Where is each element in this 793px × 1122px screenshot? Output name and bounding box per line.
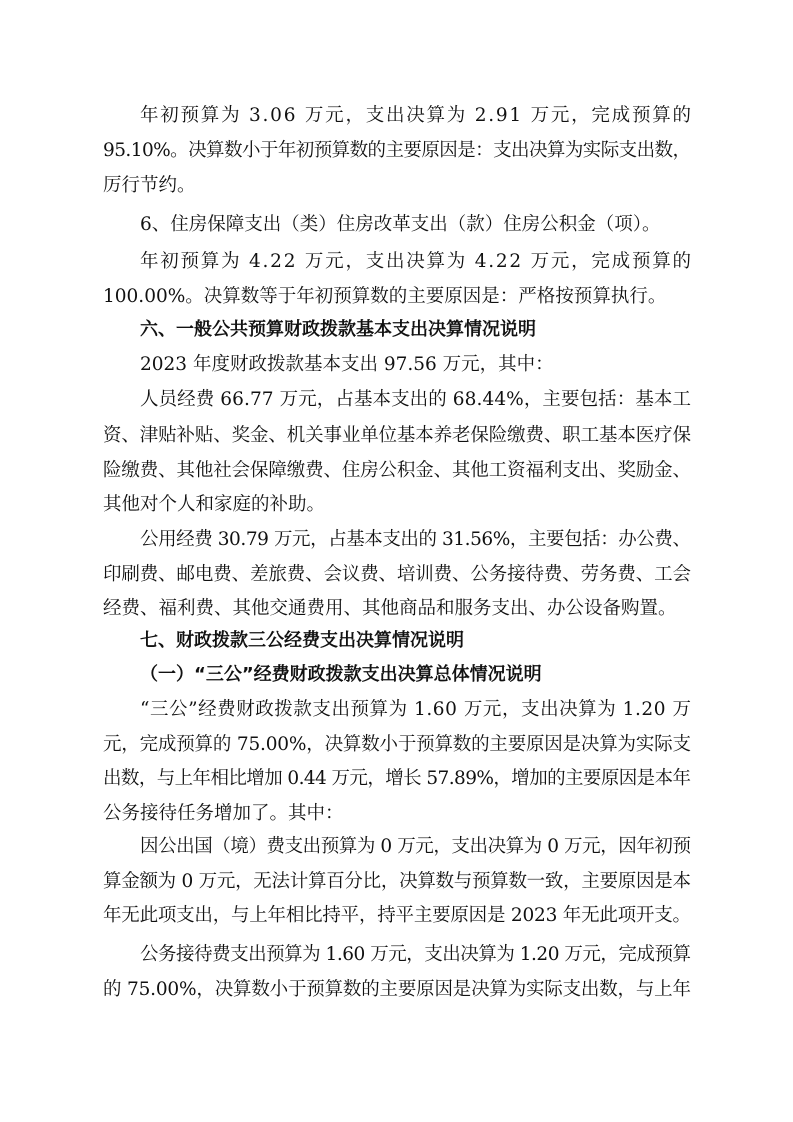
paragraph-line: [103, 901, 691, 931]
line-text: 公务接待任务增加了。其中：: [103, 803, 344, 824]
line-text: 印刷费、邮电费、差旅费、会议费、培训费、公务接待费、劳务费、工会: [103, 564, 691, 585]
paragraph-line: [140, 940, 691, 970]
line-text: 算金额为 0 万元，无法计算百分比，决算数与预算数一致，主要原因是本: [103, 871, 691, 892]
line-text: 资、津贴补贴、奖金、机关事业单位基本养老保险缴费、职工基本医疗保: [103, 425, 691, 446]
section-heading: [140, 660, 691, 690]
line-text: 公用经费 30.79 万元，占基本支出的 31.56%，主要包括：办公费、: [140, 529, 691, 550]
line-text: 因公出国（境）费支出预算为 0 万元，支出决算为 0 万元，因年初预: [140, 836, 691, 857]
line-text: 元，完成预算的 75.00%，决算数小于预算数的主要原因是决算为实际支: [103, 734, 691, 755]
paragraph-line: [103, 594, 691, 624]
paragraph-line: [140, 210, 691, 240]
line-text: 年初预算为 3.06 万元，支出决算为 2.91 万元，完成预算的: [140, 105, 693, 126]
line-text: 95.10%。决算数小于年初预算数的主要原因是：支出决算为实际支出数，: [103, 140, 691, 161]
paragraph-line: [103, 490, 691, 520]
paragraph-line: [140, 350, 691, 380]
line-text: 6、住房保障支出（类）住房改革支出（款）住房公积金（项）。: [140, 214, 661, 235]
line-text: 年无此项支出，与上年相比持平，持平主要原因是 2023 年无此项开支。: [103, 905, 691, 926]
paragraph-line: [103, 867, 691, 897]
paragraph-line: [103, 171, 691, 201]
paragraph-line: [140, 832, 691, 862]
line-text: 七、财政拨款三公经费支出决算情况说明: [140, 630, 464, 651]
paragraph-line: [103, 456, 691, 486]
line-text: 经费、福利费、其他交通费用、其他商品和服务支出、办公设备购置。: [103, 598, 677, 619]
line-text: 100.00%。决算数等于年初预算数的主要原因是：严格按预算执行。: [103, 286, 667, 307]
paragraph-line: [103, 560, 691, 590]
line-text: 年初预算为 4.22 万元，支出决算为 4.22 万元，完成预算的: [140, 251, 693, 272]
line-text: 出数，与上年相比增加 0.44 万元，增长 57.89%，增加的主要原因是本年: [103, 768, 691, 789]
paragraph-line: [103, 136, 691, 166]
paragraph-line: [103, 282, 691, 312]
line-text: 险缴费、其他社会保障缴费、住房公积金、其他工资福利支出、奖励金、: [103, 460, 691, 481]
section-heading: [140, 626, 691, 656]
line-text: 人员经费 66.77 万元，占基本支出的 68.44%，主要包括：基本工: [140, 389, 692, 410]
line-text: 其他对个人和家庭的补助。: [103, 494, 326, 515]
section-heading: [140, 315, 691, 345]
paragraph-line: [140, 247, 691, 277]
line-text: 厉行节约。: [103, 175, 196, 196]
paragraph-line: [103, 799, 691, 829]
paragraph-line: [140, 101, 691, 131]
line-text: 2023 年度财政拨款基本支出 97.56 万元，其中：: [140, 354, 554, 375]
line-text: “三公”经费财政拨款支出预算为 1.60 万元，支出决算为 1.20 万: [140, 699, 692, 720]
line-text: 的 75.00%，决算数小于预算数的主要原因是决算为实际支出数，与上年: [103, 979, 691, 1000]
line-text: 公务接待费支出预算为 1.60 万元，支出决算为 1.20 万元，完成预算: [140, 944, 691, 965]
paragraph-line: [140, 695, 691, 725]
line-text: 六、一般公共预算财政拨款基本支出决算情况说明: [140, 319, 536, 340]
paragraph-line: [140, 385, 691, 415]
paragraph-line: [103, 975, 691, 1005]
paragraph-line: [140, 525, 691, 555]
paragraph-line: [103, 421, 691, 451]
paragraph-line: [103, 764, 691, 794]
paragraph-line: [103, 730, 691, 760]
line-text: （一）“三公”经费财政拨款支出决算总体情况说明: [140, 664, 542, 685]
